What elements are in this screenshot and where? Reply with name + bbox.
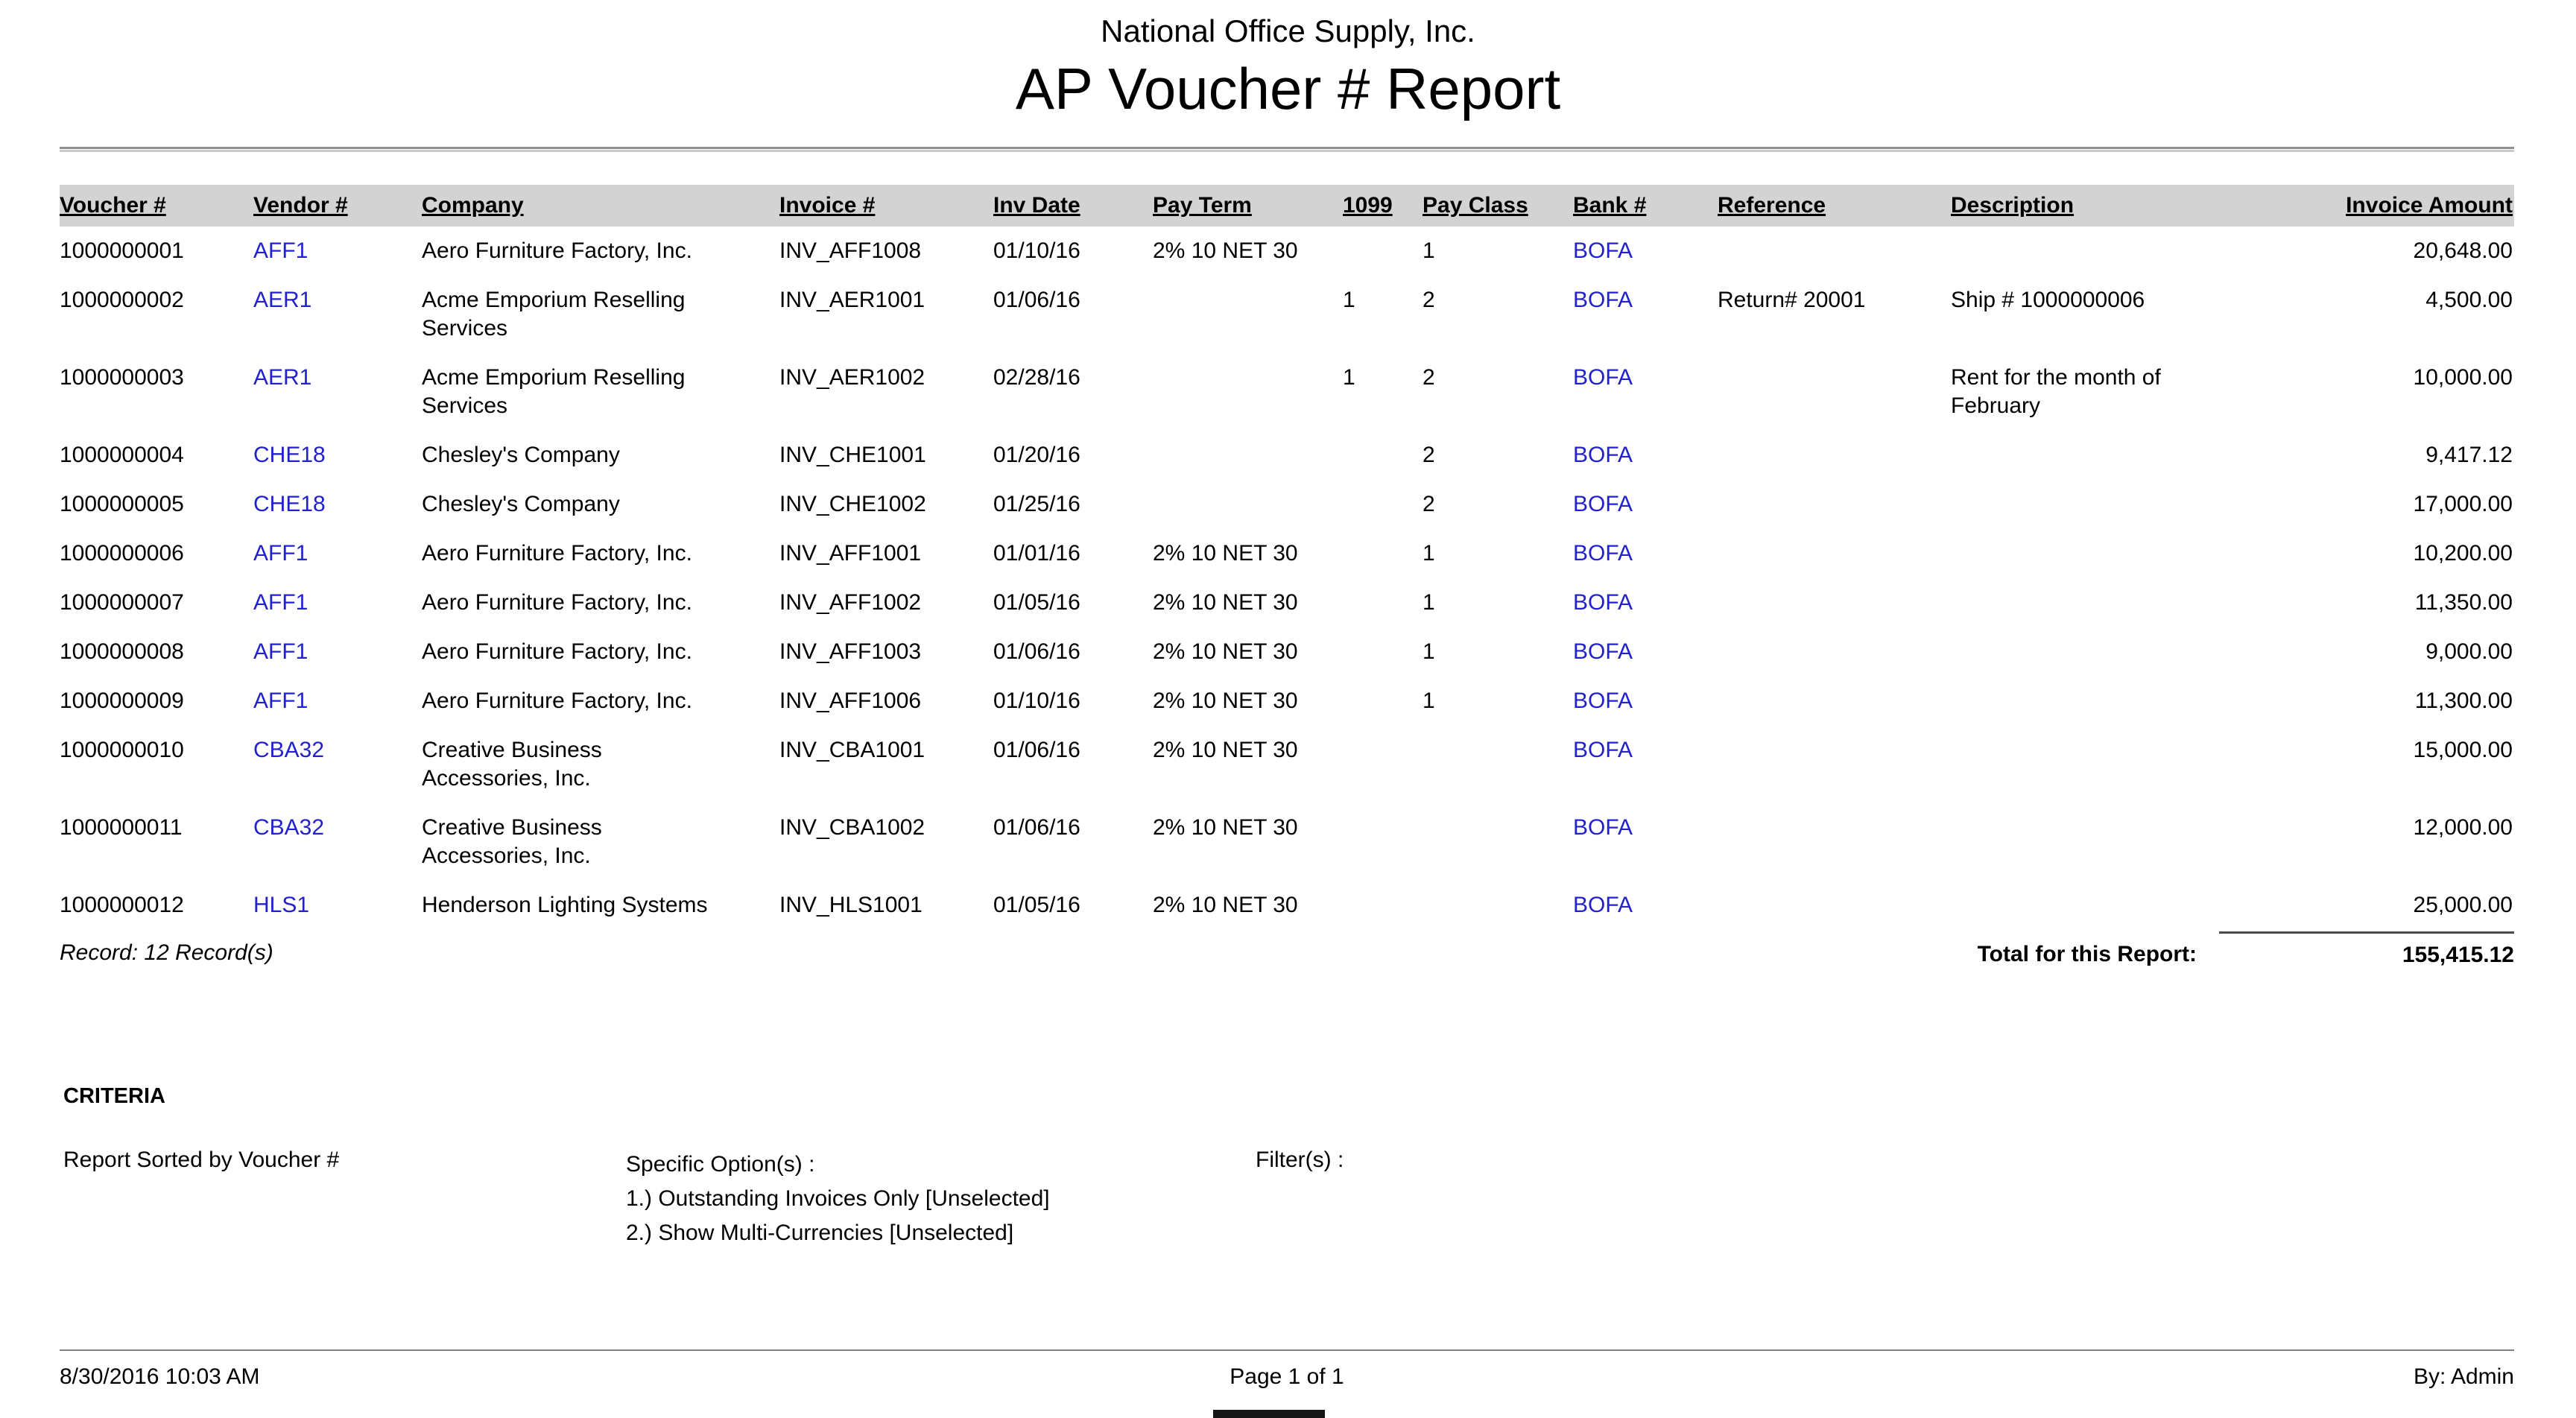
cell-invoice: INV_AFF1002 [779,590,922,615]
cell-company: Aero Furniture Factory, Inc. [422,238,692,263]
cell-vendor [253,803,422,881]
cell-description [1951,803,2219,881]
cell-vendor [253,677,422,726]
cell-vendor [253,578,422,627]
table-row [60,227,2514,276]
cell-vendor [253,431,422,480]
bank-link[interactable]: BOFA [1573,639,1633,664]
criteria-heading: CRITERIA [63,1084,165,1108]
bank-link[interactable]: BOFA [1573,238,1633,263]
header-divider [60,147,2514,152]
bank-link[interactable]: BOFA [1573,590,1633,615]
cell-bank [1573,529,1718,578]
table-row [60,529,2514,578]
cell-voucher: 1000000007 [60,590,184,615]
cell-payclass: 1 [1423,541,1435,566]
cell-amount: 9,000.00 [2425,639,2513,664]
cell-payterm: 2% 10 NET 30 [1153,815,1298,840]
cell-description [1951,726,2219,803]
criteria-section [63,1084,2514,1250]
cell-amount: 10,200.00 [2413,541,2513,566]
cell-amount: 20,648.00 [2413,238,2513,263]
cell-payclass [1423,881,1573,930]
cell-description [1951,578,2219,627]
cell-description [1951,431,2219,480]
cell-payterm: 2% 10 NET 30 [1153,590,1298,615]
cell-invdate: 01/10/16 [993,689,1080,713]
bank-link[interactable]: BOFA [1573,443,1633,467]
cell-payclass: 1 [1423,689,1435,713]
cell-reference: Return# 20001 [1718,288,1866,312]
cell-amount: 10,000.00 [2413,365,2513,390]
cell-invoice: INV_AFF1001 [779,541,922,566]
cell-bank [1573,227,1718,276]
bank-link[interactable]: BOFA [1573,738,1633,762]
column-header-voucher: Voucher # [60,185,253,227]
cell-payterm: 2% 10 NET 30 [1153,689,1298,713]
vendor-link[interactable]: AFF1 [253,689,308,713]
footer-page-number: Page 1 of 1 [1230,1364,1344,1389]
cell-reference [1718,353,1951,431]
cell-invdate: 01/10/16 [993,238,1080,263]
vendor-link[interactable]: AER1 [253,288,312,312]
cell-1099 [1343,529,1423,578]
vendor-link[interactable]: AFF1 [253,238,308,263]
vendor-link[interactable]: CHE18 [253,492,326,516]
criteria-filters-label: Filter(s) : [1256,1148,1344,1172]
column-header-reference: Reference [1718,185,1951,227]
totals-row [60,931,2514,968]
cell-invdate: 01/06/16 [993,288,1080,312]
cell-invdate: 01/05/16 [993,590,1080,615]
column-header-pay-term: Pay Term [1153,185,1343,227]
table-row [60,881,2514,930]
criteria-sorted-by: Report Sorted by Voucher # [63,1148,340,1172]
column-header-inv-date: Inv Date [993,185,1153,227]
cell-bank [1573,578,1718,627]
vendor-link[interactable]: AFF1 [253,541,308,566]
bank-link[interactable]: BOFA [1573,365,1633,390]
vendor-link[interactable]: CHE18 [253,443,326,467]
report-total-label: Total for this Report: [1977,942,2197,966]
cell-vendor [253,881,422,930]
cell-company: Chesley's Company [422,492,620,516]
cell-payterm [1153,353,1343,431]
table-row [60,431,2514,480]
table-row [60,726,2514,803]
cell-1099 [1343,480,1423,529]
voucher-table [60,185,2514,930]
cell-amount: 4,500.00 [2425,288,2513,312]
cell-amount: 11,350.00 [2414,590,2513,615]
cell-company: Creative Business Accessories, Inc. [422,815,602,868]
cell-description [1951,627,2219,677]
cell-reference [1718,227,1951,276]
table-row [60,803,2514,881]
cell-reference [1718,881,1951,930]
cell-invoice: INV_AER1002 [779,365,925,390]
cell-bank [1573,881,1718,930]
cell-amount: 25,000.00 [2413,893,2513,917]
cell-company: Henderson Lighting Systems [422,893,708,917]
cell-vendor [253,726,422,803]
table-row [60,677,2514,726]
table-row [60,578,2514,627]
cell-invdate: 02/28/16 [993,365,1080,390]
vendor-link[interactable]: AER1 [253,365,312,390]
cell-voucher: 1000000004 [60,443,184,467]
cell-company: Chesley's Company [422,443,620,467]
cell-description [1951,529,2219,578]
cell-invoice: INV_HLS1001 [779,893,923,917]
table-row [60,353,2514,431]
cell-reference [1718,627,1951,677]
cell-voucher: 1000000008 [60,639,184,664]
bank-link[interactable]: BOFA [1573,288,1633,312]
cell-1099 [1343,578,1423,627]
cell-amount: 15,000.00 [2413,738,2513,762]
cell-bank [1573,726,1718,803]
cell-payterm: 2% 10 NET 30 [1153,238,1298,263]
column-header-invoice: Invoice # [779,185,993,227]
cell-invdate: 01/25/16 [993,492,1080,516]
cell-vendor [253,276,422,353]
criteria-option-1: 1.) Outstanding Invoices Only [Unselected] [626,1186,1050,1211]
cell-invdate: 01/01/16 [993,541,1080,566]
cell-amount: 9,417.12 [2425,443,2513,467]
cell-bank [1573,353,1718,431]
footer-by-user: By: Admin [2413,1364,2514,1389]
cell-payterm: 2% 10 NET 30 [1153,893,1298,917]
cell-voucher: 1000000009 [60,689,184,713]
cell-company: Acme Emporium Reselling Services [422,288,686,341]
footer-datetime: 8/30/2016 10:03 AM [60,1364,260,1389]
cell-1099 [1343,803,1423,881]
cell-payterm: 2% 10 NET 30 [1153,738,1298,762]
cell-reference [1718,726,1951,803]
cell-description [1951,881,2219,930]
cell-description: Ship # 1000000006 [1951,288,2145,312]
cell-invoice: INV_AER1001 [779,288,925,312]
report-header [0,0,2576,152]
cell-payclass [1423,726,1573,803]
cell-invdate: 01/05/16 [993,893,1080,917]
cell-amount: 12,000.00 [2413,815,2513,840]
bottom-edge-artifact [1213,1410,1325,1418]
cell-bank [1573,480,1718,529]
cell-1099 [1343,677,1423,726]
cell-vendor [253,480,422,529]
cell-payclass: 2 [1423,492,1435,516]
cell-description: Rent for the month of February [1951,365,2161,418]
cell-company: Aero Furniture Factory, Inc. [422,541,692,566]
voucher-table-body [60,227,2514,930]
cell-invdate: 01/20/16 [993,443,1080,467]
cell-invoice: INV_CHE1001 [779,443,926,467]
report-footer [60,1349,2514,1390]
cell-payclass: 2 [1423,365,1435,390]
column-header-company: Company [422,185,779,227]
table-row [60,627,2514,677]
cell-voucher: 1000000005 [60,492,184,516]
record-count: Record: 12 Record(s) [60,940,273,965]
cell-description [1951,227,2219,276]
criteria-options [626,1148,1256,1250]
cell-payclass: 1 [1423,590,1435,615]
cell-payterm [1153,276,1343,353]
column-header-vendor: Vendor # [253,185,422,227]
cell-amount: 11,300.00 [2414,689,2513,713]
cell-amount: 17,000.00 [2413,492,2513,516]
table-row [60,276,2514,353]
cell-description [1951,677,2219,726]
column-header-1099: 1099 [1343,185,1423,227]
cell-bank [1573,803,1718,881]
cell-1099 [1343,881,1423,930]
bank-link[interactable]: BOFA [1573,815,1633,840]
cell-1099 [1343,726,1423,803]
cell-reference [1718,803,1951,881]
cell-company: Aero Furniture Factory, Inc. [422,689,692,713]
cell-invoice: INV_CBA1002 [779,815,925,840]
cell-1099 [1343,227,1423,276]
report-title: AP Voucher # Report [1015,56,1561,121]
cell-company: Acme Emporium Reselling Services [422,365,686,418]
bank-link[interactable]: BOFA [1573,541,1633,566]
bank-link[interactable]: BOFA [1573,689,1633,713]
cell-voucher: 1000000010 [60,738,184,762]
cell-invdate: 01/06/16 [993,738,1080,762]
report-total-amount: 155,415.12 [2219,931,2514,968]
cell-invoice: INV_AFF1008 [779,238,922,263]
cell-bank [1573,627,1718,677]
column-header-bank: Bank # [1573,185,1718,227]
cell-payclass: 1 [1423,639,1435,664]
company-name: National Office Supply, Inc. [1101,13,1475,48]
cell-bank [1573,431,1718,480]
column-header-description: Description [1951,185,2219,227]
column-header-pay-class: Pay Class [1423,185,1573,227]
cell-reference [1718,529,1951,578]
cell-payclass: 2 [1423,443,1435,467]
criteria-option-2: 2.) Show Multi-Currencies [Unselected] [626,1221,1014,1245]
cell-voucher: 1000000003 [60,365,184,390]
cell-payterm [1153,431,1343,480]
cell-vendor [253,353,422,431]
cell-voucher: 1000000002 [60,288,184,312]
cell-voucher: 1000000006 [60,541,184,566]
cell-voucher: 1000000001 [60,238,184,263]
criteria-body [63,1148,2514,1250]
cell-reference [1718,677,1951,726]
cell-voucher: 1000000012 [60,893,184,917]
cell-invdate: 01/06/16 [993,639,1080,664]
vendor-link[interactable]: AFF1 [253,590,308,615]
cell-payclass: 1 [1423,238,1435,263]
cell-1099: 1 [1343,365,1355,390]
cell-payclass [1423,803,1573,881]
vendor-link[interactable]: AFF1 [253,639,308,664]
cell-vendor [253,627,422,677]
cell-voucher: 1000000011 [60,815,183,840]
cell-company: Creative Business Accessories, Inc. [422,738,602,791]
specific-options-label: Specific Option(s) : [626,1152,815,1177]
cell-reference [1718,480,1951,529]
bank-link[interactable]: BOFA [1573,492,1633,516]
cell-company: Aero Furniture Factory, Inc. [422,639,692,664]
cell-vendor [253,227,422,276]
cell-payterm: 2% 10 NET 30 [1153,639,1298,664]
cell-description [1951,480,2219,529]
cell-payterm: 2% 10 NET 30 [1153,541,1298,566]
table-row [60,480,2514,529]
cell-company: Aero Furniture Factory, Inc. [422,590,692,615]
cell-payclass: 2 [1423,288,1435,312]
bank-link[interactable]: BOFA [1573,893,1633,917]
vendor-link[interactable]: HLS1 [253,893,310,917]
table-header-row [60,185,2514,227]
cell-1099 [1343,431,1423,480]
cell-invdate: 01/06/16 [993,815,1080,840]
footer-inner [60,1351,2514,1390]
cell-invoice: INV_AFF1003 [779,639,922,664]
cell-reference [1718,578,1951,627]
vendor-link[interactable]: CBA32 [253,738,325,762]
cell-invoice: INV_AFF1006 [779,689,922,713]
cell-reference [1718,431,1951,480]
cell-1099: 1 [1343,288,1355,312]
column-header-invoice-amount: Invoice Amount [2219,185,2514,227]
cell-bank [1573,677,1718,726]
cell-bank [1573,276,1718,353]
cell-1099 [1343,627,1423,677]
cell-vendor [253,529,422,578]
vendor-link[interactable]: CBA32 [253,815,325,840]
cell-invoice: INV_CBA1001 [779,738,925,762]
cell-invoice: INV_CHE1002 [779,492,926,516]
cell-payterm [1153,480,1343,529]
